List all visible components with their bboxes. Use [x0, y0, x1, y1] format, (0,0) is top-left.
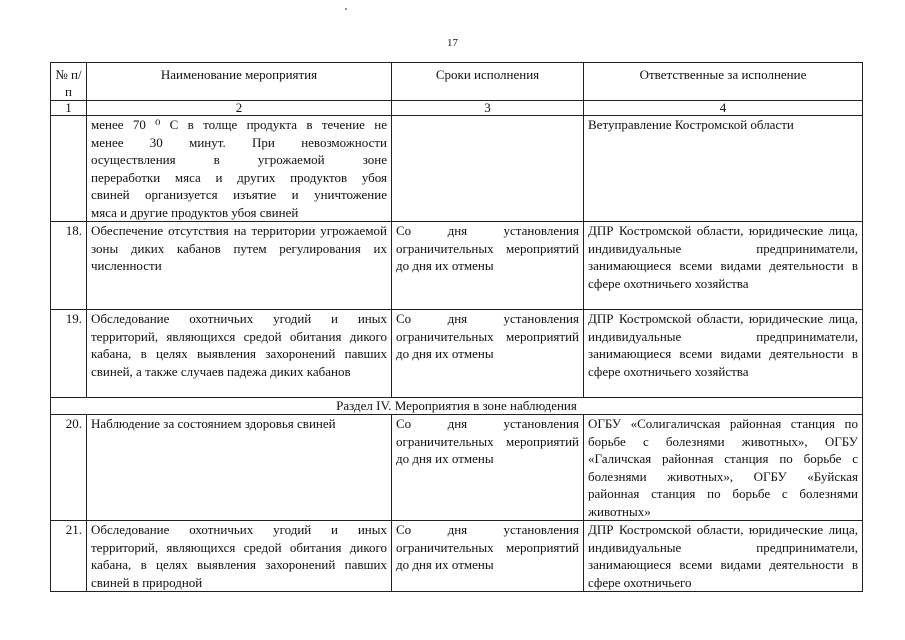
row-responsible: ДПР Костромской области, юридические лица, индивидуальные предприниматели, занимающиеся всеми видами деятельности в сфере охотничьего: [584, 521, 863, 592]
row-num: 20.: [51, 415, 87, 521]
row-num: [51, 116, 87, 222]
header-name: Наименование мероприятия: [87, 63, 392, 101]
row-name-line: осуществления в угрожаемой зоне: [91, 152, 387, 167]
row-responsible: ДПР Костромской области, юридические лица, индивидуальные предприниматели, занимающиеся всеми видами деятельности в сфере охотничьего хозяйства: [584, 222, 863, 310]
row-num: 21.: [51, 521, 87, 592]
row-name: Наблюдение за состоянием здоровья свиней: [87, 415, 392, 521]
table-header-row: [51, 63, 863, 101]
row-name-line: менее 70 ⁰ С в толще продукта в течение не: [91, 117, 387, 132]
header-num: № п/п: [51, 63, 87, 101]
row-terms: [392, 116, 584, 222]
scan-speck: [345, 8, 347, 10]
measures-table: [50, 62, 863, 592]
row-name: [87, 116, 392, 222]
table-row: [51, 116, 863, 222]
row-num: 19.: [51, 310, 87, 398]
row-terms: Со дня установления ограничительных мероприятий до дня их отмены: [392, 521, 584, 592]
row-responsible: Ветуправление Костромской области: [584, 116, 863, 222]
row-name-line: свиней организуется изъятие и уничтожение: [91, 187, 387, 202]
column-number: 1: [51, 101, 87, 116]
row-name-line: менее 30 минут. При невозможности: [91, 134, 387, 150]
header-responsible: Ответственные за исполнение: [584, 63, 863, 101]
table-row: [51, 310, 863, 398]
table-row: [51, 415, 863, 521]
table-row: [51, 222, 863, 310]
row-name-line: мяса и другие продуктов убоя свиней: [91, 204, 299, 220]
row-terms: Со дня установления ограничительных мероприятий до дня их отмены: [392, 415, 584, 521]
row-terms: Со дня установления ограничительных мероприятий до дня их отмены: [392, 222, 584, 310]
row-num: 18.: [51, 222, 87, 310]
section-row: [51, 398, 863, 415]
column-number: 3: [392, 101, 584, 116]
column-numbers-row: [51, 101, 863, 116]
row-name-line: переработки мяса и других продуктов убоя: [91, 169, 387, 185]
table-row: [51, 521, 863, 592]
row-responsible: ОГБУ «Солигаличская районная станция по борьбе с болезнями животных», ОГБУ «Галичская районная станция по борьбе с болезнями животных», ОГБУ «Буйская районная станция по борьбе с болезнями животных»: [584, 415, 863, 521]
row-name: Обеспечение отсутствия на территории угрожаемой зоны диких кабанов путем регулирования их численности: [87, 222, 392, 310]
column-number: 2: [87, 101, 392, 116]
row-terms: Со дня установления ограничительных мероприятий до дня их отмены: [392, 310, 584, 398]
row-name: Обследование охотничьих угодий и иных территорий, являющихся средой обитания дикого кабана, в целях выявления захоронений павших свиней в природной: [87, 521, 392, 592]
row-responsible: ДПР Костромской области, юридические лица, индивидуальные предприниматели, занимающиеся всеми видами деятельности в сфере охотничьего хозяйства: [584, 310, 863, 398]
section-title: Раздел IV. Мероприятия в зоне наблюдения: [51, 398, 863, 415]
header-terms: Сроки исполнения: [392, 63, 584, 101]
page-number: 17: [447, 37, 458, 49]
column-number: 4: [584, 101, 863, 116]
row-name: Обследование охотничьих угодий и иных территорий, являющихся средой обитания дикого кабана, в целях выявления захоронений павших свиней, а также случаев падежа диких кабанов: [87, 310, 392, 398]
